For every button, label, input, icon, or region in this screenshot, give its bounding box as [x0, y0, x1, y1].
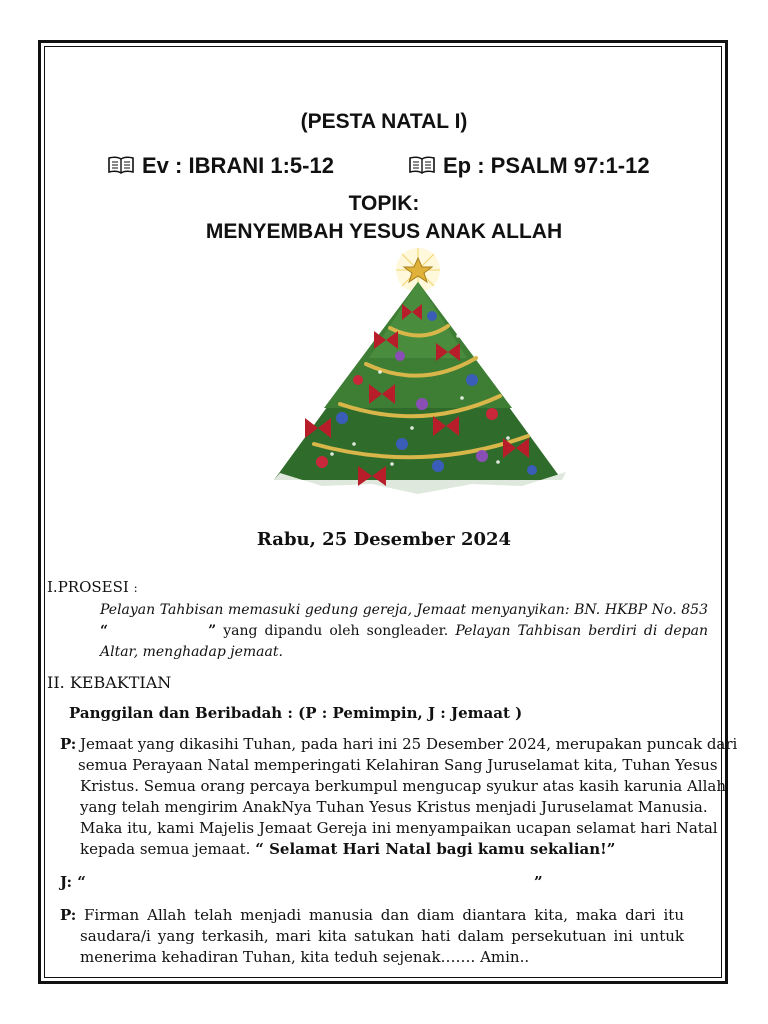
- p2-line: Firman Allah telah menjadi manusia dan diam diantara kita, maka dari itu: [84, 906, 684, 924]
- p2-line: saudara/i yang terkasih, mari kita satukan hati dalam persekutuan ini untuk: [80, 927, 684, 945]
- p1-line: yang telah mengirim AnakNya Tuhan Yesus Kristus menjadi Juruselamat Manusia.: [80, 798, 708, 816]
- open-book-icon: [108, 156, 134, 174]
- hymn-open-quote: “: [100, 623, 109, 639]
- kebaktian-subheading: Panggilan dan Beribadah : (P : Pemimpin, J : Jemaat ): [69, 704, 523, 722]
- prosesi-line-2-end: Pelayan Tahbisan berdiri di depan: [455, 623, 709, 639]
- p1-line: Jemaat yang dikasihi Tuhan, pada hari ini 25 Desember 2024, merupakan puncak dari: [80, 735, 738, 753]
- section-kebaktian-heading: II. KEBAKTIAN: [47, 673, 172, 692]
- prosesi-colon: :: [133, 581, 138, 595]
- j-label: J: “: [60, 873, 86, 891]
- p2-label: P:: [60, 906, 77, 924]
- p1-line: Maka itu, kami Majelis Jemaat Gereja ini menyampaikan ucapan selamat hari Natal: [80, 819, 718, 837]
- prosesi-line-3: Altar, menghadap jemaat.: [100, 644, 283, 660]
- prosesi-instructions: [100, 600, 708, 663]
- ep-label: Ep : PSALM 97:1-12: [443, 153, 650, 178]
- j-close-quote: ”: [534, 873, 543, 891]
- prosesi-heading-text: I.PROSESI: [47, 578, 129, 596]
- service-title: (PESTA NATAL I): [300, 110, 468, 133]
- p1-paragraph: [78, 734, 738, 860]
- gospel-reading: [108, 153, 334, 179]
- service-date: Rabu, 25 Desember 2024: [256, 529, 512, 550]
- p1-line: Kristus. Semua orang percaya berkumpul mengucap syukur atas kasih karunia Allah: [80, 777, 727, 795]
- open-book-icon: [409, 156, 435, 174]
- ev-label: Ev : IBRANI 1:5-12: [142, 153, 334, 178]
- prosesi-line-2: [100, 621, 708, 642]
- section-prosesi-heading: [47, 578, 138, 596]
- p1-line: semua Perayaan Natal memperingati Kelahiran Sang Juruselamat kita, Tuhan Yesus: [78, 756, 718, 774]
- p2-last-line: menerima kehadiran Tuhan, kita teduh sejenak……. Amin..: [80, 948, 530, 966]
- p1-last-line: [80, 839, 704, 860]
- hymn-close-quote: ”: [208, 623, 217, 639]
- p1-label: P:: [60, 735, 77, 753]
- p2-paragraph: [80, 905, 684, 968]
- christmas-greeting: “ Selamat Hari Natal bagi kamu sekalian!”: [255, 840, 616, 858]
- christmas-tree-illustration: [262, 248, 574, 510]
- epistle-reading: [409, 153, 650, 179]
- topic-label: TOPIK:: [348, 192, 420, 215]
- scripture-readings: [0, 153, 768, 183]
- prosesi-songleader-text: yang dipandu oleh songleader.: [223, 623, 449, 639]
- topic-text: MENYEMBAH YESUS ANAK ALLAH: [205, 220, 563, 243]
- p1-last-text: kepada semua jemaat.: [80, 840, 251, 858]
- prosesi-line-1: Pelayan Tahbisan memasuki gedung gereja, Jemaat menyanyikan: BN. HKBP No. 853: [100, 602, 708, 618]
